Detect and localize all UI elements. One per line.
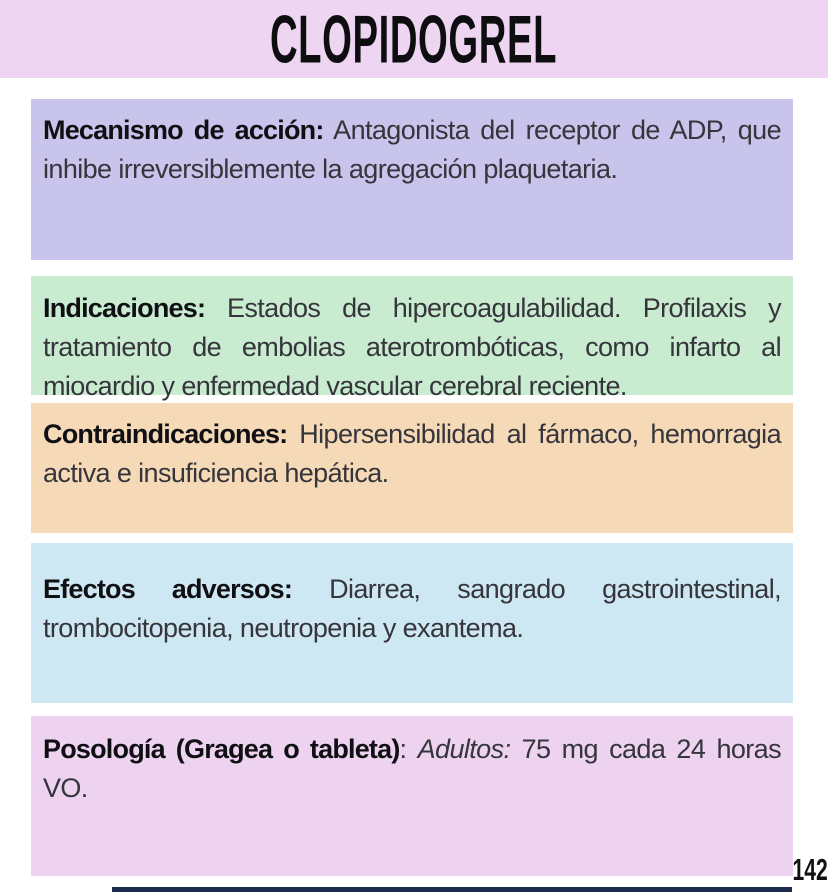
section-body: 75 mg cada 24 horas VO. bbox=[43, 734, 781, 803]
section-body: Antagonista del receptor de ADP, que inhibe irreversiblemente la agregación plaquetaria. bbox=[43, 115, 781, 184]
section-text bbox=[43, 415, 781, 493]
section-body: Estados de hipercoagulabilidad. Profilaxis y tratamiento de embolias aterotrombóticas, como infarto al miocardio y enfermedad vascular cerebral reciente. bbox=[43, 293, 781, 401]
section-mecanismo-de-accion bbox=[31, 99, 793, 260]
section-label: Contraindicaciones: bbox=[43, 419, 288, 449]
section-label: Mecanismo de acción: bbox=[43, 115, 324, 145]
section-efectos-adversos bbox=[31, 543, 793, 703]
section-label: Efectos adversos: bbox=[43, 574, 293, 604]
section-posologia bbox=[31, 716, 793, 876]
section-body: Diarrea, sangrado gastrointestinal, trombocitopenia, neutropenia y exantema. bbox=[43, 574, 781, 643]
page-number: 142 bbox=[792, 852, 828, 887]
section-colon: : bbox=[399, 734, 418, 764]
section-subject-italic: Adultos: bbox=[417, 734, 511, 764]
section-text bbox=[43, 730, 781, 808]
bottom-progress-bar bbox=[112, 887, 792, 892]
section-label: Posología (Gragea o tableta) bbox=[43, 734, 400, 764]
section-text bbox=[43, 111, 781, 189]
section-body: Hipersensibilidad al fármaco, hemorragia activa e insuficiencia hepática. bbox=[43, 419, 781, 488]
card-header bbox=[0, 0, 828, 78]
section-text bbox=[43, 289, 781, 406]
page-title: CLOPIDOGREL bbox=[270, 1, 558, 77]
section-contraindicaciones bbox=[31, 403, 793, 533]
section-indicaciones bbox=[31, 276, 793, 401]
section-text bbox=[43, 570, 781, 648]
section-label: Indicaciones: bbox=[43, 293, 206, 323]
